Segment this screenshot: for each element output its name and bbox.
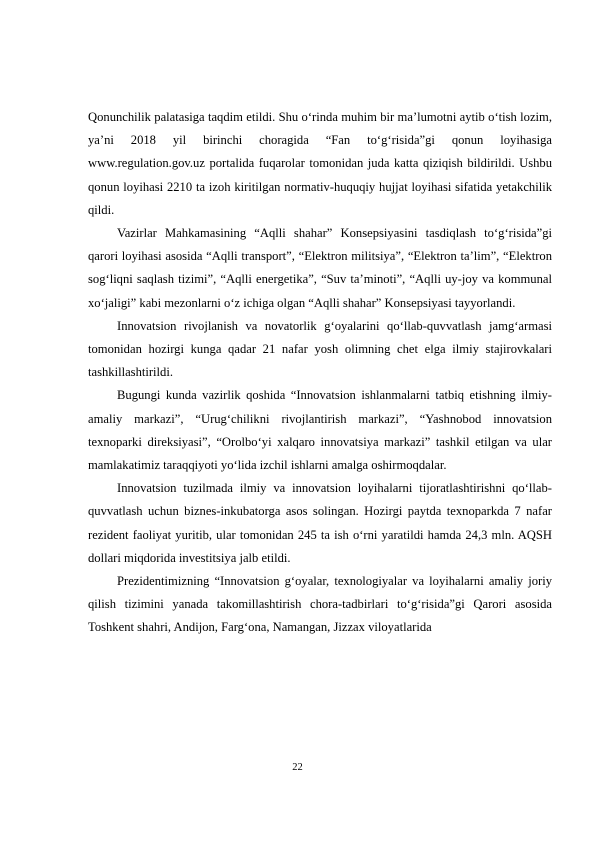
paragraph-5: Innovatsion tuzilmada ilmiy va innovatsion loyihalarni tijoratlashtirishni qo‘llab-quvvatlash uchun biznes-inkubatorga asos solingan. Hozirgi paytda texnoparkda 7 nafar rezident faoliyat yuritib, ular tomonidan 245 ta ish o‘rni yaratildi hamda 24,3 mln. AQSH dollari miqdorida investitsiya jalb etildi. (88, 481, 552, 565)
paragraph-4: Bugungi kunda vazirlik qoshida “Innovatsion ishlanmalarni tatbiq etishning ilmiy-amaliy markazi”, “Urug‘chilikni rivojlantirish markazi”, “Yashnobod innovatsion texnoparki direksiyasi”, “Orolbo‘yi xalqaro innovatsiya markazi” tashkil etilgan va ular mamlakatimiz taraqqiyoti yo‘lida izchil ishlarni amalga oshirmoqdalar. (88, 388, 552, 473)
paragraph-3: Innovatsion rivojlanish va novatorlik g‘oyalarini qo‘llab-quvvatlash jamg‘armasi tomonidan hozirgi kunga qadar 21 nafar yosh olimning chet elga ilmiy stajirovkalari tashkillashtirildi. (88, 318, 552, 380)
paragraph-1: Qonunchilik palatasiga taqdim etildi. Shu o‘rinda muhim bir ma’lumotni aytib o‘tish lozim, ya’ni 2018 yil birinchi choragida “Fan to‘g‘risida”gi qonun loyihasiga www.regulation.gov.uz portalida fuqarolar tomonidan juda katta qiziqish bildirildi. Ushbu qonun loyihasi 2210 ta izoh kiritilgan normativ-huquqiy hujjat loyihasi sifatida yetakchilik qildi. (88, 110, 552, 217)
document-body (88, 106, 552, 640)
page-number: 22 (292, 762, 303, 773)
paragraph-6: Prezidentimizning “Innovatsion g‘oyalar, texnologiyalar va loyihalarni amaliy joriy qilish tizimini yanada takomillashtirish chora-tadbirlari to‘g‘risida”gi Qarori asosida Toshkent shahri, Andijon, Farg‘ona, Namangan, Jizzax viloyatlarida (88, 574, 552, 635)
paragraph-2: Vazirlar Mahkamasining “Aqlli shahar” Konsepsiyasini tasdiqlash to‘g‘risida”gi qarori loyihasi asosida “Aqlli transport”, “Elektron militsiya”, “Elektron ta’lim”, “Elektron sog‘liqni saqlash tizimi”, “Aqlli energetika”, “Suv ta’minoti”, “Aqlli uy-joy va kommunal xo‘jaligi” kabi mezonlarni o‘z ichiga olgan “Aqlli shahar” Konsepsiyasi tayyorlandi. (88, 226, 552, 310)
